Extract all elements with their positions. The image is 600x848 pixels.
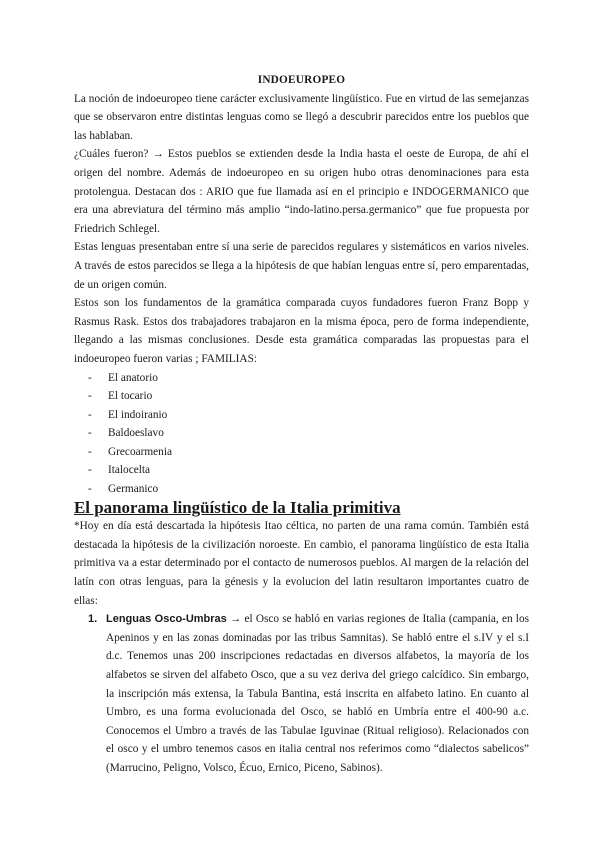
item-title: Lenguas Osco-Umbras [106, 613, 227, 626]
list-item-osco-umbras [74, 610, 529, 777]
family-label: El tocario [108, 390, 153, 403]
bullet-dash: - [88, 427, 92, 440]
section-intro: *Hoy en día está descartada la hipótesis Itao céltica, no parten de una rama común. También está destacada la hipótesis de la civilización noroeste. En cambio, el panorama lingüístico de esta Italia primitiva va a estar determinado por el contacto de numerosos pueblos. Al margen de la relación del latín con otras lenguas, para la génesis y la evolucion del latin resultaron importantes cuatro de ellas: [74, 520, 529, 607]
family-label: Baldoeslavo [108, 427, 164, 440]
family-label: Italocelta [108, 464, 151, 477]
paragraph-comparative-grammar: Estos son los fundamentos de la gramática comparada cuyos fundadores fueron Franz Bopp y Rasmus Rask. Estos dos trabajadores trabajaron en la misma época, pero de forma independiente, llegando a las mismas conclusiones. Desde esta gramática comparadas las propuestas para el indoeuropeo fueron varias ; FAMILIAS: [74, 297, 529, 365]
bullet-dash: - [88, 464, 92, 477]
item-text: → el Osco se habló en varias regiones de Italia (campania, en los Apeninos y en las zonas dominadas por las tribus Samnitas). Se habló entre el s.IV y el s.I d.c. Tenemos unas 200 inscripciones redactadas en diversos alfabetos, la mayoría de los alfabetos se sirven del alfabeto Osco, que a su vez deriva del griego calcídico. Sin embargo, la inscripción más extensa, la Tabula Bantina, está inscrita en alfabeto latino. En cuanto al Umbro, es una forma evolucionada del Osco, se habló en Umbría entre el 400-90 a.c. Conocemos el Umbro a través de las Tabulae Iguvinae (Ritual religioso). Relacionados con el osco y el umbro tenemos casos en italia central nos referimos como “dialectos sabelicos” (Marrucino, Peligno, Volsco, Écuo, Ernico, Piceno, Sabinos). [106, 613, 529, 774]
document-title: INDOEUROPEO [257, 74, 346, 86]
section-heading: El panorama lingüístico de la Italia primitiva [74, 497, 401, 517]
family-label: El indoiranio [108, 408, 168, 421]
bullet-dash: - [88, 408, 92, 421]
list-item [74, 461, 529, 480]
family-label: El anatorio [108, 371, 158, 384]
list-item [74, 406, 529, 425]
list-item [74, 387, 529, 406]
list-item [74, 443, 529, 462]
family-label: Germanico [108, 483, 159, 496]
bullet-dash: - [88, 483, 92, 496]
list-item [74, 480, 529, 499]
item-number: 1. [88, 613, 98, 626]
bullet-dash: - [88, 390, 92, 403]
list-item [74, 369, 529, 388]
document-body [74, 71, 529, 778]
paragraph-origins: ¿Cuáles fueron? → Estos pueblos se extienden desde la India hasta el oeste de Europa, de ahí el origen del nombre. Además de indoeuropeo en su origen hubo otras denominaciones para esta protolengua. Destacan dos : ARIO que fue llamada así en el principio e INDOGERMANICO que era una abreviatura del término más amplio “indo-latino.persa.germanico” que fue propuesta por Friedrich Schlegel. [74, 148, 529, 235]
family-label: Grecoarmenia [108, 445, 172, 458]
bullet-dash: - [88, 371, 92, 384]
families-list [74, 369, 529, 499]
bullet-dash: - [88, 445, 92, 458]
paragraph-intro: La noción de indoeuropeo tiene carácter exclusivamente lingüístico. Fue en virtud de las semejanzas que se observaron entre distintas lenguas como se llegó a descubrir parecidos entre los pueblos que las hablaban. [74, 92, 529, 142]
languages-list [74, 610, 529, 777]
list-item [74, 424, 529, 443]
paragraph-similarities: Estas lenguas presentaban entre sí una serie de parecidos regulares y sistemáticos en varios niveles. A través de estos parecidos se llega a la hipótesis de que habían lenguas entre sí, pero emparentadas, de un origen común. [74, 241, 529, 291]
